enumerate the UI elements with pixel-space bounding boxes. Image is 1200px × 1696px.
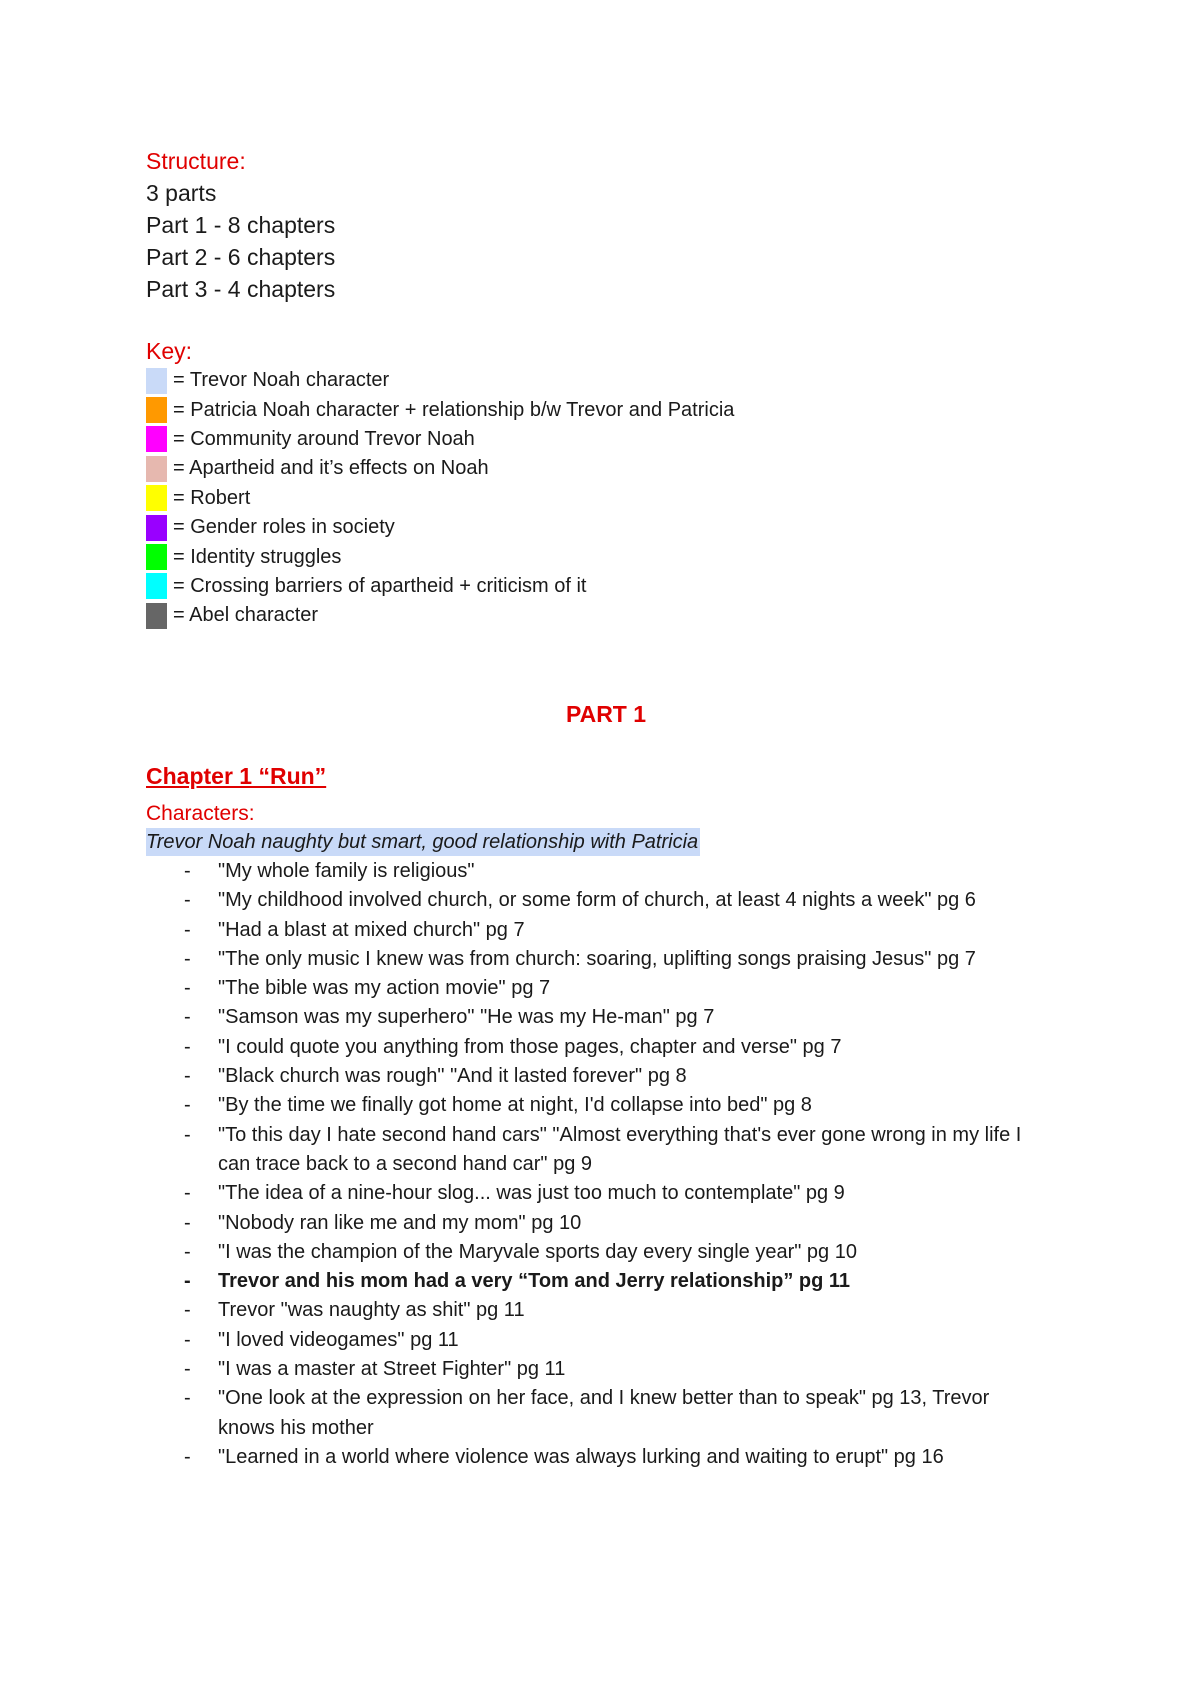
quote-text: "The idea of a nine-hour slog... was just too much to contemplate" pg 9 (218, 1182, 845, 1205)
quote-list-item (146, 857, 1066, 886)
bullet-dash: - (184, 889, 191, 912)
quote-text: Trevor and his mom had a very “Tom and Jerry relationship” pg 11 (218, 1270, 851, 1293)
key-item-text: = Gender roles in society (173, 516, 395, 539)
structure-line: 3 parts (146, 180, 217, 206)
quote-list-item (146, 886, 1066, 915)
bullet-dash: - (184, 1328, 191, 1351)
quote-list-item (146, 1238, 1066, 1267)
quote-text: "Black church was rough" "And it lasted forever" pg 8 (218, 1065, 687, 1088)
key-item (146, 366, 1066, 395)
key-item-text: = Crossing barriers of apartheid + criticism of it (173, 574, 587, 597)
structure-label: Structure: (146, 148, 246, 174)
document-page (146, 145, 1066, 1468)
quote-list-item (146, 916, 1066, 945)
key-item (146, 425, 1066, 454)
quote-text: "I could quote you anything from those pages, chapter and verse" pg 7 (218, 1035, 842, 1058)
quote-list-item (146, 1121, 1066, 1180)
bullet-dash: - (184, 1006, 191, 1029)
key-item (146, 513, 1066, 542)
color-swatch (146, 603, 167, 629)
quote-list-item (146, 945, 1066, 974)
quote-list-item (146, 1267, 1066, 1296)
quote-list-item (146, 1003, 1066, 1032)
quote-list-item (146, 1384, 1066, 1443)
key-item-text: = Identity struggles (173, 545, 342, 568)
key-item (146, 395, 1066, 424)
bullet-dash: - (184, 918, 191, 941)
bullet-dash: - (184, 1211, 191, 1234)
bullet-dash: - (184, 860, 191, 882)
quote-text: "My whole family is religious" (218, 860, 475, 882)
color-swatch (146, 573, 167, 599)
quote-text: Trevor "was naughty as shit" pg 11 (218, 1299, 525, 1322)
quote-text: "Nobody ran like me and my mom" pg 10 (218, 1211, 582, 1234)
quote-text: "I was the champion of the Maryvale sports day every single year" pg 10 (218, 1240, 857, 1263)
quote-text: "To this day I hate second hand cars" "Almost everything that's ever gone wrong in my life I can trace back to a second hand car" pg 9 (218, 1123, 1022, 1175)
color-key-list (146, 366, 1066, 631)
quote-list-item (146, 1355, 1066, 1384)
bullet-dash: - (184, 1123, 191, 1146)
bullet-dash: - (184, 1270, 191, 1293)
quote-text: "By the time we finally got home at night, I'd collapse into bed" pg 8 (218, 1094, 812, 1117)
key-item (146, 542, 1066, 571)
bullet-dash: - (184, 947, 191, 970)
bullet-dash: - (184, 1035, 191, 1058)
bullet-dash: - (184, 1387, 191, 1410)
quote-text: "The bible was my action movie" pg 7 (218, 977, 551, 1000)
key-item-text: = Abel character (173, 604, 319, 627)
chapter-heading: Chapter 1 “Run” (146, 763, 327, 789)
key-item-text: = Community around Trevor Noah (173, 427, 475, 450)
quote-list-item (146, 1091, 1066, 1120)
quote-list-item (146, 1033, 1066, 1062)
quote-list-item (146, 1326, 1066, 1355)
part-heading: PART 1 (565, 701, 647, 727)
key-item (146, 484, 1066, 513)
key-item (146, 572, 1066, 601)
key-item-text: = Trevor Noah character (173, 369, 390, 392)
highlighted-summary: Trevor Noah naughty but smart, good relationship with Patricia (146, 828, 700, 856)
bullet-dash: - (184, 1299, 191, 1322)
quote-list-item (146, 1179, 1066, 1208)
quote-list (146, 857, 1066, 1472)
quote-text: "I was a master at Street Fighter" pg 11 (218, 1358, 566, 1381)
structure-line: Part 1 - 8 chapters (146, 212, 336, 238)
quote-text: "I loved videogames" pg 11 (218, 1328, 459, 1351)
color-swatch (146, 485, 167, 511)
quote-text: "Had a blast at mixed church" pg 7 (218, 918, 525, 941)
quote-list-item (146, 1209, 1066, 1238)
bullet-dash: - (184, 1240, 191, 1263)
quote-list-item (146, 1443, 1066, 1472)
key-item-text: = Patricia Noah character + relationship b/w Trevor and Patricia (173, 398, 735, 421)
bullet-dash: - (184, 1094, 191, 1117)
quote-list-item (146, 1296, 1066, 1325)
key-item (146, 454, 1066, 483)
structure-list (146, 177, 1066, 305)
bullet-dash: - (184, 1182, 191, 1205)
key-label: Key: (146, 338, 193, 364)
structure-line: Part 3 - 4 chapters (146, 276, 336, 302)
bullet-dash: - (184, 1065, 191, 1088)
quote-text: "Samson was my superhero" "He was my He-man" pg 7 (218, 1006, 715, 1029)
bullet-dash: - (184, 1445, 191, 1468)
color-swatch (146, 368, 167, 394)
quote-list-item (146, 974, 1066, 1003)
color-swatch (146, 515, 167, 541)
quote-text: "One look at the expression on her face, and I knew better than to speak" pg 13, Trevor knows his mother (218, 1387, 990, 1439)
color-swatch (146, 544, 167, 570)
structure-line: Part 2 - 6 chapters (146, 244, 336, 270)
color-swatch (146, 426, 167, 452)
key-item-text: = Robert (173, 486, 251, 509)
quote-text: "The only music I knew was from church: soaring, uplifting songs praising Jesus" pg 7 (218, 947, 976, 970)
quote-text: "My childhood involved church, or some form of church, at least 4 nights a week" pg 6 (218, 889, 976, 912)
quote-list-item (146, 1062, 1066, 1091)
bullet-dash: - (184, 1358, 191, 1381)
color-swatch (146, 456, 167, 482)
quote-text: "Learned in a world where violence was always lurking and waiting to erupt" pg 16 (218, 1445, 944, 1468)
color-swatch (146, 397, 167, 423)
key-item-text: = Apartheid and it’s effects on Noah (173, 457, 489, 480)
key-item (146, 601, 1066, 630)
bullet-dash: - (184, 977, 191, 1000)
characters-label: Characters: (146, 802, 255, 825)
